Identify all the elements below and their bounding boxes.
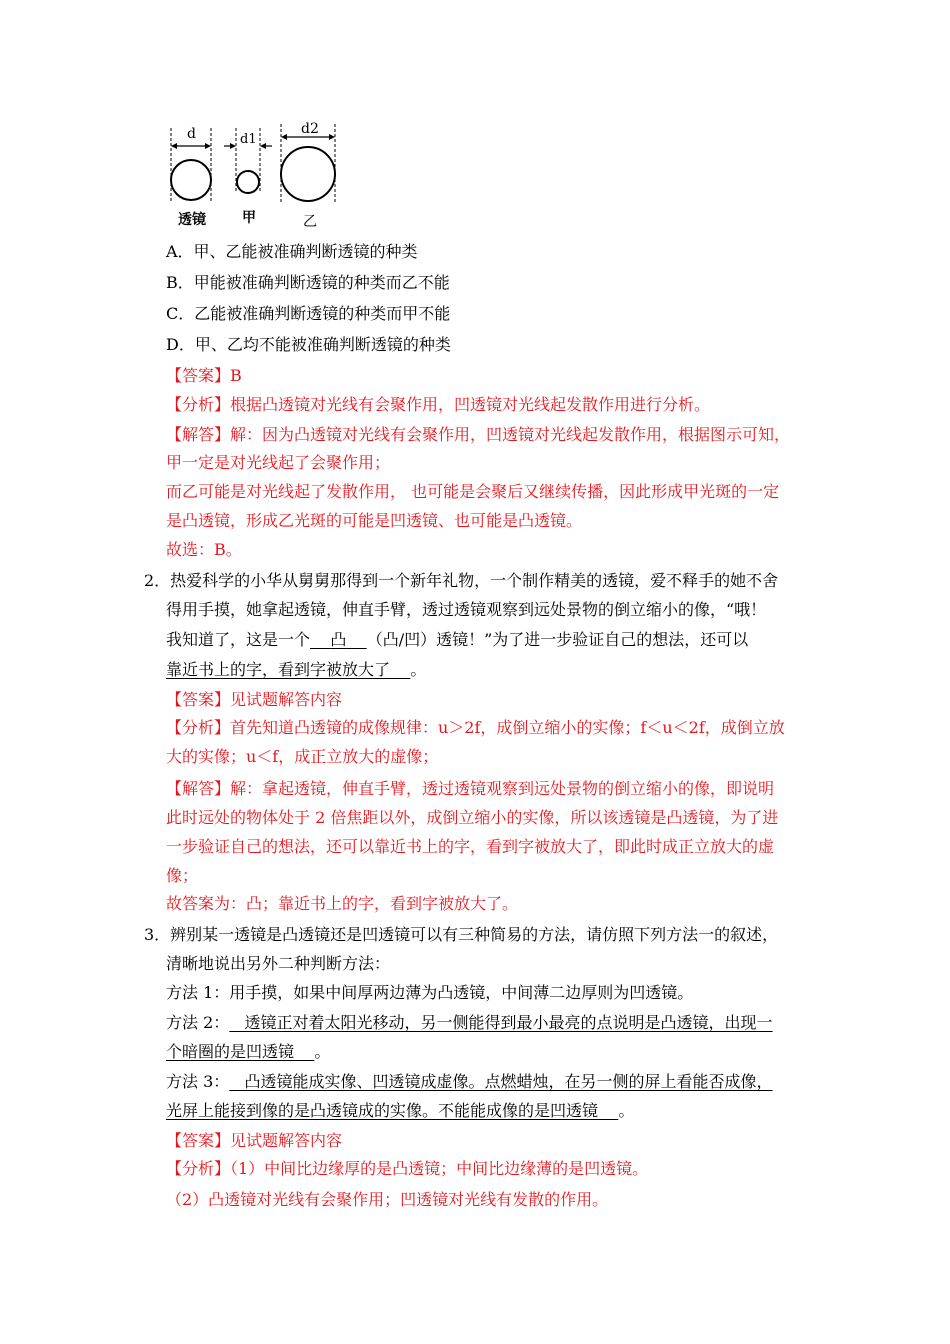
q1-option-b: B．甲能被准确判断透镜的种类而乙不能 — [166, 273, 450, 292]
q1-analysis: 【分析】根据凸透镜对光线有会聚作用，凹透镜对光线起发散作用进行分析。 — [166, 395, 711, 414]
q1-option-d: D．甲、乙均不能被准确判断透镜的种类 — [166, 335, 451, 354]
q3-method-2 — [166, 1012, 773, 1034]
q3-method-2-cont — [166, 1041, 330, 1063]
q1-solution-line: 故选：B。 — [166, 540, 242, 559]
q3-method-3-end: 。 — [618, 1101, 635, 1120]
q1-option-a: A．甲、乙能被准确判断透镜的种类 — [166, 242, 418, 261]
caption-jia: 甲 — [242, 210, 256, 226]
q3-method-3-cont — [166, 1100, 634, 1122]
q3-method-3-blank — [229, 1072, 772, 1091]
q3-method-2-blank — [166, 1042, 314, 1061]
label-d1: d1 — [240, 132, 257, 147]
q3-method-2-text: 透镜正对着太阳光移动，另一侧能得到最小最亮的点说明是凸透镜，出现一 — [244, 1013, 773, 1032]
q3-method-3 — [166, 1071, 773, 1093]
q2-text: 。 — [410, 660, 427, 679]
q3-method-2-label: 方法 2： — [166, 1013, 230, 1032]
q1-answer: 【答案】B — [166, 366, 242, 385]
caption-yi: 乙 — [303, 214, 317, 230]
label-d2: d2 — [301, 121, 319, 137]
q3-method-3-blank — [166, 1101, 618, 1120]
q2-blank-1 — [310, 630, 367, 649]
spot-yi-circle — [281, 147, 335, 201]
q3-analysis-line: （2）凸透镜对光线有会聚作用；凹透镜对光线有发散的作用。 — [166, 1190, 609, 1209]
lens-spot-figure — [160, 112, 360, 232]
q1-solution-line: 甲一定是对光线起了会聚作用； — [166, 453, 391, 472]
lens-circle — [171, 160, 211, 200]
q2-text: （凸/凹）透镜！”为了进一步验证自己的想法，还可以 — [366, 630, 749, 649]
q3-analysis-line: 【分析】（1）中间比边缘厚的是凸透镜；中间比边缘薄的是凹透镜。 — [166, 1159, 649, 1178]
q2-stem-line — [166, 659, 426, 681]
q2-blank-1-value: 凸 — [330, 630, 347, 649]
q2-analysis-line: 大的实像；u＜f，成正立放大的虚像； — [166, 747, 439, 766]
q3-stem-line: 清晰地说出另外二种判断方法： — [166, 954, 391, 973]
lens-spot-diagram — [160, 112, 360, 232]
q2-solution-line: 一步验证自己的想法，还可以靠近书上的字，看到字被放大了，即此时成正立放大的虚 — [166, 837, 775, 856]
q1-solution-line: 【解答】解：因为凸透镜对光线有会聚作用，凹透镜对光线起发散作用，根据图示可知， — [166, 425, 791, 444]
q1-solution-line: 是凸透镜，形成乙光斑的可能是凹透镜、也可能是凸透镜。 — [166, 511, 583, 530]
q2-blank-2-value: 靠近书上的字，看到字被放大了 — [166, 660, 391, 679]
q3-method-2-end: 。 — [314, 1042, 331, 1061]
q3-method-1: 方法 1：用手摸，如果中间厚两边薄为凸透镜，中间薄二边厚则为凹透镜。 — [166, 983, 694, 1002]
q3-stem-line: 3．辨别某一透镜是凸透镜还是凹透镜可以有三种简易的方法，请仿照下列方法一的叙述， — [144, 925, 779, 944]
q3-answer: 【答案】见试题解答内容 — [166, 1131, 343, 1150]
q2-solution-line: 故答案为：凸；靠近书上的字，看到字被放大了。 — [166, 894, 519, 913]
q2-solution-line: 此时远处的物体处于 2 倍焦距以外，成倒立缩小的实像，所以该透镜是凸透镜，为了进 — [166, 808, 779, 827]
q3-method-3-label: 方法 3： — [166, 1072, 230, 1091]
q2-analysis-line: 【分析】首先知道凸透镜的成像规律：u＞2f，成倒立缩小的实像；f＜u＜2f，成倒立放 — [166, 718, 785, 737]
q2-solution-line: 像； — [166, 866, 199, 885]
q2-stem-line: 2．热爱科学的小华从舅舅那得到一个新年礼物，一个制作精美的透镜，爱不释手的她不舍 — [144, 571, 779, 590]
q2-solution-line: 【解答】解：拿起透镜，伸直手臂，透过透镜观察到远处景物的倒立缩小的像，即说明 — [166, 779, 775, 798]
q2-stem-line — [166, 629, 748, 651]
q3-method-3-text: 光屏上能接到像的是凸透镜成的实像。不能能成像的是凹透镜 — [166, 1101, 599, 1120]
q3-method-2-blank — [229, 1013, 772, 1032]
spot-jia-circle — [237, 171, 259, 193]
caption-lens: 透镜 — [178, 212, 206, 228]
q2-blank-2 — [166, 660, 410, 679]
q1-option-c: C．乙能被准确判断透镜的种类而甲不能 — [166, 304, 451, 323]
q3-method-3-text: 凸透镜能成实像、凹透镜成虚像。点燃蜡烛，在另一侧的屏上看能否成像， — [244, 1072, 773, 1091]
label-d: d — [187, 126, 196, 142]
q2-stem-line: 得用手摸，她拿起透镜，伸直手臂，透过透镜观察到远处景物的倒立缩小的像，“哦！ — [166, 600, 767, 619]
q2-text: 我知道了，这是一个 — [166, 630, 311, 649]
q3-method-2-text: 个暗圈的是凹透镜 — [166, 1042, 295, 1061]
q1-solution-line: 而乙可能是对光线起了发散作用， 也可能是会聚后又继续传播，因此形成甲光斑的一定 — [166, 482, 780, 501]
q2-answer: 【答案】见试题解答内容 — [166, 690, 343, 709]
